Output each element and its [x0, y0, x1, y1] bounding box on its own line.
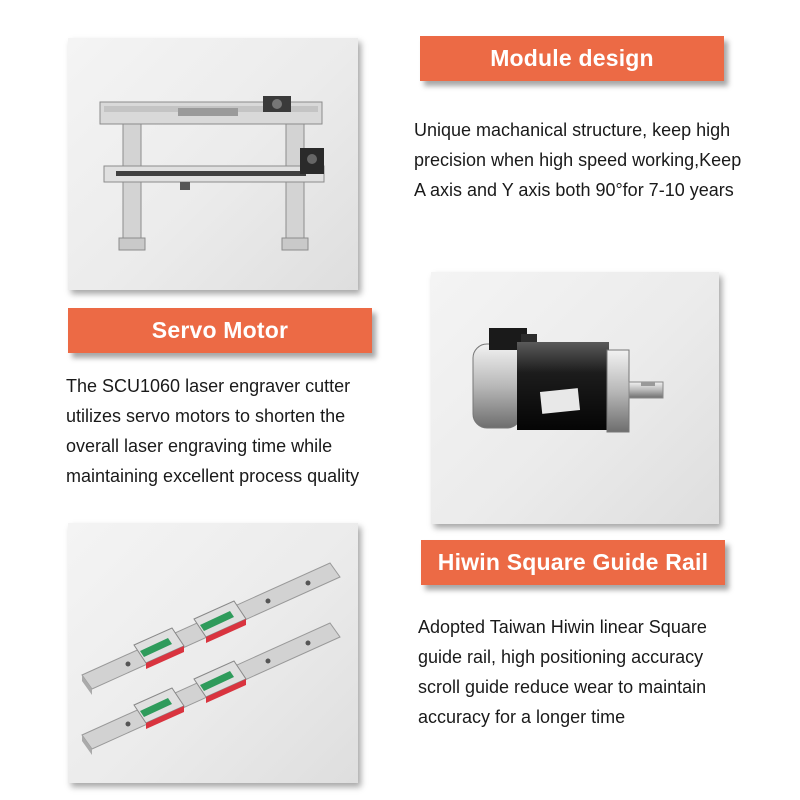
servo-line-4: maintaining excellent process quality: [66, 466, 360, 486]
servo-line-2: utilizes servo motors to shorten the: [66, 406, 346, 426]
servo-motor-title: Servo Motor: [151, 317, 289, 343]
rail-line-4: accuracy for a longer time: [418, 707, 626, 727]
servo-motor-illustration: [431, 272, 719, 524]
guide-rail-image: [68, 523, 358, 783]
servo-line-3: overall laser engraving time while: [66, 436, 333, 456]
rail-line-2: guide rail, high positioning accuracy: [418, 647, 704, 667]
module-line-1: Unique machanical structure, keep high: [414, 120, 731, 140]
guide-rail-title: Hiwin Square Guide Rail: [437, 549, 709, 575]
rail-line-1: Adopted Taiwan Hiwin linear Square: [418, 617, 707, 637]
module-design-description: [414, 115, 741, 205]
servo-motor-banner: [68, 308, 372, 353]
module-design-title: Module design: [490, 45, 654, 71]
guide-rail-banner: [421, 540, 725, 585]
servo-motor-image: [431, 272, 719, 524]
gantry-frame-illustration: [68, 38, 358, 290]
guide-rail-illustration: [68, 523, 358, 783]
module-line-2: precision when high speed working,Keep: [414, 150, 742, 170]
guide-rail-lower: [82, 623, 340, 755]
rail-line-3: scroll guide reduce wear to maintain: [418, 677, 707, 697]
servo-motor-description: [66, 371, 359, 491]
servo-line-1: The SCU1060 laser engraver cutter: [66, 376, 351, 396]
module-line-3: A axis and Y axis both 90°for 7-10 years: [414, 180, 734, 200]
gantry-frame-image: [68, 38, 358, 290]
module-design-banner: [420, 36, 724, 81]
guide-rail-description: [418, 612, 707, 732]
